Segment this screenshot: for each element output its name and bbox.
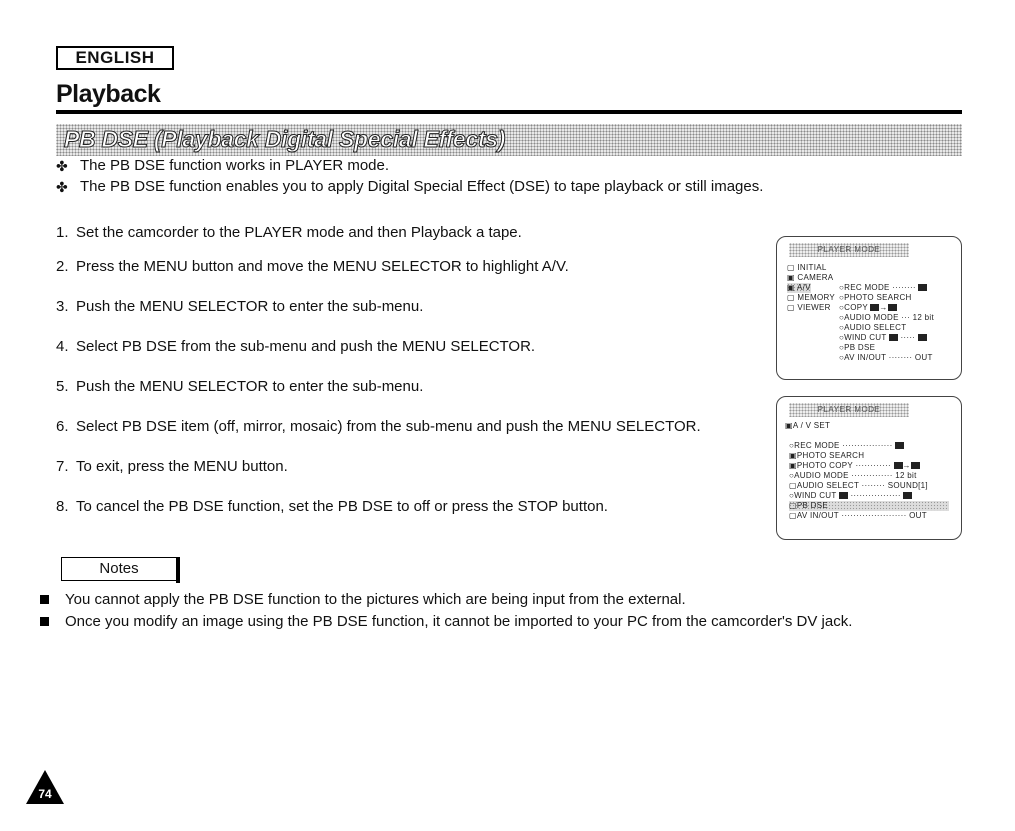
- intro-bullet: ✤ The PB DSE function enables you to apply Digital Special Effect (DSE) to tape playback or still images.: [56, 178, 764, 195]
- submenu-item: ○REC MODE ·················: [789, 441, 904, 451]
- submenu-item: ○PB DSE: [839, 343, 876, 352]
- notes-shadow: [176, 557, 180, 583]
- submenu-title: ▣A / V SET: [785, 421, 831, 430]
- square-bullet-icon: [40, 617, 49, 626]
- menu-item: ▢ INITIAL: [787, 263, 827, 272]
- menu-screen-2: [776, 396, 962, 540]
- submenu-item: ○AUDIO MODE ·············· 12 bit: [789, 471, 917, 480]
- submenu-item: ○WIND CUT ·················: [789, 491, 912, 501]
- cross-bullet-icon: ✤: [56, 179, 68, 195]
- wind-icon: [889, 334, 898, 341]
- step-item: 8. To cancel the PB DSE function, set the PB DSE to off or press the STOP button.: [56, 498, 608, 515]
- submenu-item: ▢AUDIO SELECT ········ SOUND[1]: [789, 481, 928, 490]
- off-icon: [918, 334, 927, 341]
- menu-item-selected: ▣ A/V: [787, 283, 811, 292]
- page-number: 74: [38, 787, 52, 801]
- submenu-item: ○REC MODE ········: [839, 283, 927, 293]
- submenu-item: ○PHOTO SEARCH: [839, 293, 912, 302]
- step-item: 2. Press the MENU button and move the MENU SELECTOR to highlight A/V.: [56, 258, 569, 275]
- submenu-item-selected: ▢PB DSE: [789, 501, 949, 511]
- step-item: 5. Push the MENU SELECTOR to enter the sub-menu.: [56, 378, 424, 395]
- submenu-item: ○COPY →: [839, 303, 897, 313]
- step-item: 7. To exit, press the MENU button.: [56, 458, 288, 475]
- submenu-item: ○AUDIO SELECT: [839, 323, 907, 332]
- copy-icon: [894, 462, 903, 469]
- submenu-item: ▢AV IN/OUT ······················ OUT: [789, 511, 927, 520]
- square-bullet-icon: [40, 595, 49, 604]
- step-item: 3. Push the MENU SELECTOR to enter the sub-menu.: [56, 298, 424, 315]
- step-item: 1. Set the camcorder to the PLAYER mode and then Playback a tape.: [56, 224, 522, 241]
- section-title: PB DSE (Playback Digital Special Effects): [64, 126, 506, 152]
- menu-header: PLAYER MODE: [789, 243, 909, 257]
- step-item: 4. Select PB DSE from the sub-menu and push the MENU SELECTOR.: [56, 338, 536, 355]
- copy-icon: [870, 304, 879, 311]
- submenu-item: ▣PHOTO COPY ············ →: [789, 461, 920, 471]
- note-item: Once you modify an image using the PB DSE function, it cannot be imported to your PC from the camcorder's DV jack.: [40, 612, 1000, 632]
- off-icon: [903, 492, 912, 499]
- title-rule: [56, 110, 962, 114]
- memory-icon: [888, 304, 897, 311]
- language-label: ENGLISH: [56, 46, 174, 70]
- menu-item: ▢ VIEWER: [787, 303, 831, 312]
- notes-label: Notes: [61, 557, 177, 581]
- submenu-item: ○AV IN/OUT ········ OUT: [839, 353, 933, 362]
- mode-icon: [895, 442, 904, 449]
- submenu-item: ▣PHOTO SEARCH: [789, 451, 865, 460]
- intro-bullet: ✤ The PB DSE function works in PLAYER mode.: [56, 157, 390, 174]
- page-title: Playback: [56, 80, 161, 108]
- submenu-item: ○WIND CUT ·····: [839, 333, 927, 343]
- wind-icon: [839, 492, 848, 499]
- memory-icon: [911, 462, 920, 469]
- menu-header: PLAYER MODE: [789, 403, 909, 417]
- submenu-item: ○AUDIO MODE ··· 12 bit: [839, 313, 935, 322]
- note-item: You cannot apply the PB DSE function to the pictures which are being input from the external.: [40, 590, 1000, 610]
- menu-screen-1: [776, 236, 962, 380]
- mode-icon: [918, 284, 927, 291]
- menu-item: ▣ CAMERA: [787, 273, 834, 282]
- cross-bullet-icon: ✤: [56, 158, 68, 174]
- step-item: 6. Select PB DSE item (off, mirror, mosaic) from the sub-menu and push the MENU SELECTOR.: [56, 418, 701, 435]
- menu-item: ▢ MEMORY: [787, 293, 836, 302]
